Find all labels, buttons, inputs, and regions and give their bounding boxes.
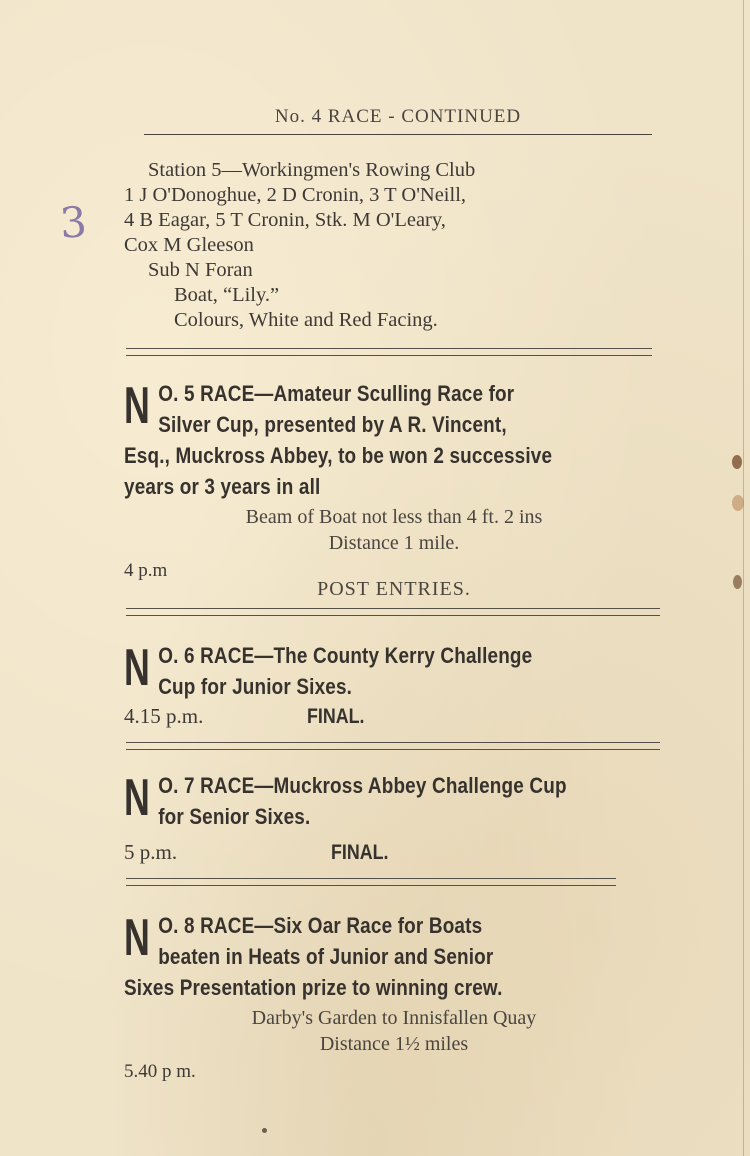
race-time: 4 p.m — [124, 560, 168, 581]
dropcap: N — [124, 769, 150, 827]
race-distance: Distance 1½ miles — [319, 1033, 469, 1055]
race-8 — [124, 910, 664, 1083]
race-7 — [124, 770, 664, 865]
section-divider — [126, 742, 660, 750]
race-footer — [124, 704, 664, 729]
crew-line: Cox M Gleeson — [124, 234, 254, 256]
handwritten-page-number: 3 — [58, 197, 89, 248]
race-title-line: Sixes Presentation prize to winning crew. — [124, 975, 503, 1000]
race-title-line: O. 5 RACE—Amateur Sculling Race for — [158, 381, 515, 406]
stain-mark — [733, 575, 742, 589]
race-title-line: Silver Cup, presented by A R. Vincent, — [158, 412, 507, 437]
race-title — [124, 640, 664, 702]
race-title — [124, 910, 664, 1003]
race-6 — [124, 640, 664, 729]
race-time: 5.40 p m. — [124, 1061, 196, 1082]
stain-mark — [732, 455, 742, 469]
substitute-line: Sub N Foran — [148, 259, 253, 281]
page-edge — [743, 0, 744, 1156]
race-status: FINAL. — [307, 705, 365, 728]
race-status: FINAL. — [331, 841, 389, 864]
stain-mark — [732, 495, 744, 511]
race-route: Darby's Garden to Innisfallen Quay — [251, 1007, 537, 1029]
dropcap: N — [124, 639, 150, 697]
race-5 — [124, 378, 664, 602]
race-title-line: years or 3 years in all — [124, 474, 321, 499]
boat-line: Boat, “Lily.” — [174, 284, 280, 306]
station-line: Station 5—Workingmen's Rowing Club — [148, 159, 476, 181]
race-title-line: for Senior Sixes. — [158, 804, 311, 829]
race-title-line: O. 6 RACE—The County Kerry Challenge — [158, 643, 533, 668]
crew-line: 1 J O'Donoghue, 2 D Cronin, 3 T O'Neill, — [124, 184, 467, 206]
race-title-line: beaten in Heats of Junior and Senior — [158, 944, 494, 969]
race-status: POST ENTRIES. — [317, 578, 471, 600]
race-detail: Beam of Boat not less than 4 ft. 2 ins — [245, 506, 543, 528]
section-divider — [126, 348, 652, 356]
race-title-line: O. 7 RACE—Muckross Abbey Challenge Cup — [158, 773, 567, 798]
section-header: No. 4 RACE - CONTINUED — [274, 106, 522, 127]
race-title — [124, 770, 664, 832]
race-footer — [124, 840, 664, 865]
race4-crew-block — [124, 158, 664, 333]
ink-speck — [262, 1128, 267, 1133]
race-title-line: O. 8 RACE—Six Oar Race for Boats — [158, 913, 483, 938]
race-title-line: Cup for Junior Sixes. — [158, 674, 353, 699]
colours-line: Colours, White and Red Facing. — [174, 309, 438, 331]
race-title-line: Esq., Muckross Abbey, to be won 2 successive — [124, 443, 553, 468]
dropcap: N — [124, 909, 150, 967]
section-divider — [126, 878, 616, 886]
header-rule — [144, 134, 652, 135]
race-time: 4.15 p.m. — [124, 704, 204, 728]
race-title — [124, 378, 664, 502]
dropcap: N — [124, 377, 150, 435]
race-detail: Distance 1 mile. — [328, 532, 460, 554]
section-divider — [126, 608, 660, 616]
crew-line: 4 B Eagar, 5 T Cronin, Stk. M O'Leary, — [124, 209, 446, 231]
race-time: 5 p.m. — [124, 840, 178, 864]
